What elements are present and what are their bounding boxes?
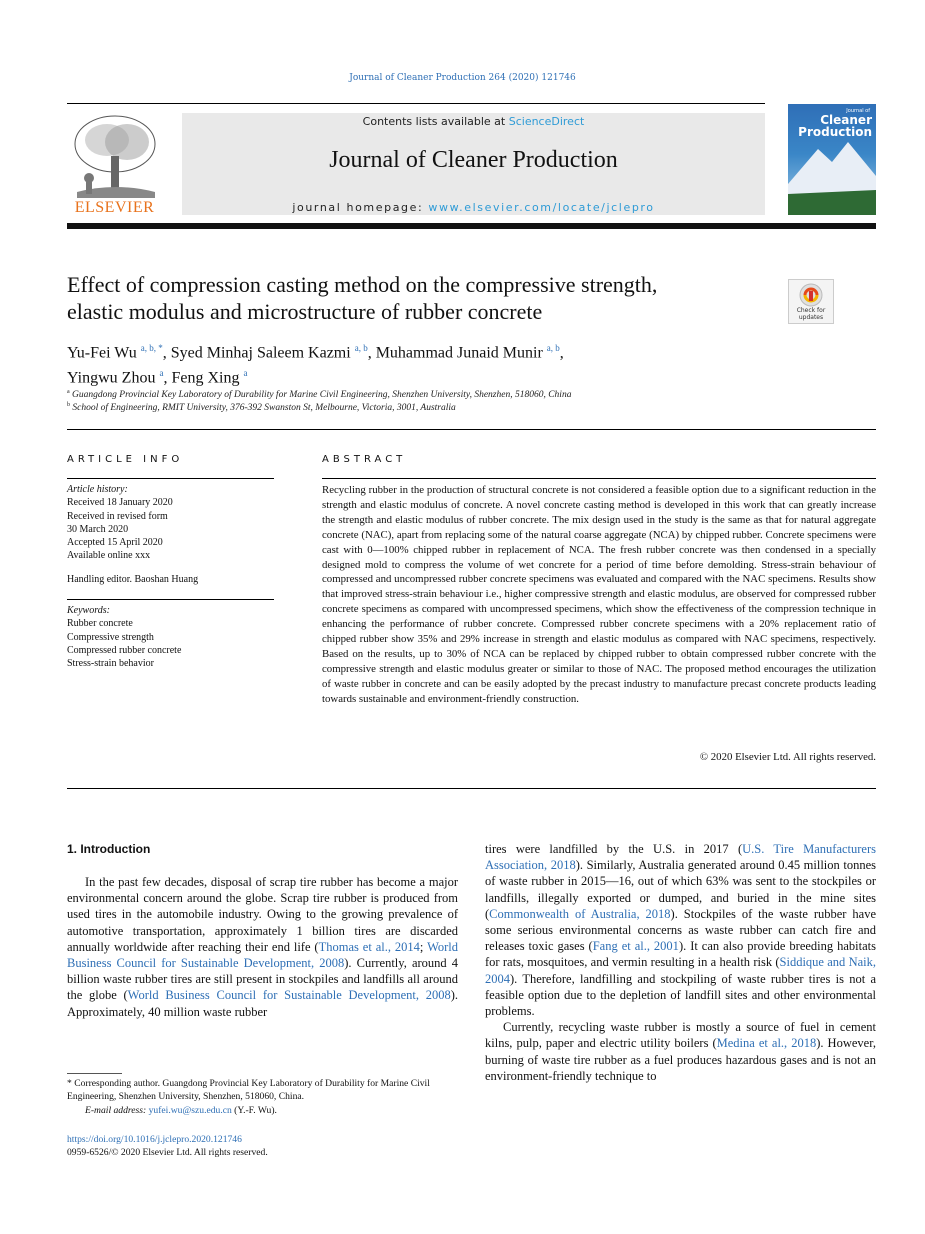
crossmark-label-line1: Check for — [796, 307, 826, 314]
paragraph-text: ). It can also provide breeding habitats for rats, mosquitoes, and vermin resulting in a health risk ( — [485, 939, 876, 970]
affiliation-mark: a — [67, 389, 70, 395]
handling-editor: Handling editor. Baoshan Huang — [67, 574, 199, 585]
affiliation-a — [67, 389, 571, 400]
doi-link[interactable]: https://doi.org/10.1016/j.jclepro.2020.121746 — [67, 1134, 242, 1145]
citation-link[interactable]: Medina et al., 2018 — [716, 1036, 817, 1051]
paper-title-line2: elastic modulus and microstructure of rubber concrete — [67, 299, 543, 324]
contents-prefix: Contents lists available at — [362, 115, 509, 128]
paragraph-text: ). However, burning of waste tire rubber as a fuel produces hazardous gases and is not an environment-friendly technique to — [485, 1036, 876, 1083]
paragraph-text: In the past few decades, disposal of scrap tire rubber has become a major environmental concern around the globe. Scrap tire rubber is produced from used tires in the automobile industry. Owing to the growing prevalence of automotive transportation, approximately 1 billion tires are discarded annually worldwide after reaching their end life ( — [67, 875, 458, 954]
history-item: Received in revised form — [67, 510, 168, 522]
paragraph-text: ). Approximately, 40 million waste rubber — [67, 988, 458, 1019]
affiliation-mark: b — [67, 402, 70, 408]
footnote-rule — [67, 1073, 122, 1074]
sciencedirect-link[interactable]: ScienceDirect — [508, 115, 585, 128]
cover-title-line1: Cleaner — [820, 113, 872, 127]
homepage-prefix: journal homepage: — [292, 201, 429, 214]
author-name[interactable]: Feng Xing — [171, 369, 240, 387]
corresponding-author-footnote — [67, 1077, 458, 1117]
keyword-item: Rubber concrete — [67, 618, 133, 630]
affiliation-b — [67, 402, 456, 413]
article-history-label: Article history: — [67, 484, 128, 495]
intro-left-column — [67, 874, 458, 1020]
affiliation-text: School of Engineering, RMIT University, 376-392 Swanston St, Melbourne, Victoria, 3001, Australia — [72, 403, 456, 414]
author-affiliation-mark[interactable]: a, b, * — [140, 343, 163, 353]
divider-rule — [67, 429, 876, 430]
header-thick-rule — [67, 223, 876, 229]
paragraph-text: Currently, recycling waste rubber is mostly a source of fuel in cement kilns, pulp, paper and electric utility boilers ( — [485, 1020, 876, 1051]
citation-link[interactable]: Fang et al., 2001 — [592, 939, 679, 954]
paragraph-text: ). Stockpiles of the waste rubber have some serious environmental concerns as waste rubber can catch fire and releases toxic gases ( — [485, 906, 876, 954]
intro-right-column — [485, 841, 876, 1084]
issn-line: 0959-6526/© 2020 Elsevier Ltd. All rights reserved. — [67, 1147, 268, 1159]
citation-link[interactable]: World Business Council for Sustainable Development, 2008 — [67, 939, 459, 971]
check-for-updates-button[interactable] — [788, 279, 834, 324]
paper-title — [67, 271, 767, 325]
abstract-text: Recycling rubber in the production of structural concrete is not considered a feasible option due to a significant reduction in the strength and elastic modulus of concrete. A novel concrete casting method is developed in this work that can greatly increase the strength and elastic modulus of rubber concrete. The mix design used in the study is the same as that for natural aggregate concrete (NAC), apart from replacing some of the natural coarse aggregate (NCA) by chipped rubber. Concrete specimens were cast with 0—100% chipped rubber in replacement of NCA. The fresh rubber concrete was then condensed in a specially designed mold to compress the volume of wet concrete for a period of time before demolding. Stress-strain behaviour of compressed and uncompressed rubber concrete specimens was evaluated and compared with the NAC specimens. Results show that improved stress-strain behaviour i.e., higher compressive strength and elastic modulus, are observed for compressed rubber concrete specimens as compared with uncompressed specimens, which show the effectiveness of the compression technique in enhancing the performance of rubber concrete. Compressed rubber concrete specimens with a 20% replacement ratio of chipped rubber show 35% and 29% increase in strength and elastic modulus as compared with NAC specimens, respectively. Based on the results, up to 30% of NCA can be replaced by chipped rubber to obtain compressed rubber concrete with the compressive strength and elastic modulus greater or similar to those of NAC. The proposed method encourages the utilization of waste rubber in concrete and can be easily adopted by the precast industry to manufacture precast concrete products leading towards sustainable and environment-friendly construction. — [322, 484, 876, 705]
author-affiliation-mark[interactable]: a, b — [546, 343, 560, 353]
history-item: Accepted 15 April 2020 — [67, 537, 163, 549]
journal-title: Journal of Cleaner Production — [329, 147, 618, 173]
author-name[interactable]: Syed Minhaj Saleem Kazmi — [170, 344, 351, 362]
history-item: 30 March 2020 — [67, 523, 129, 535]
author-affiliation-mark[interactable]: a — [159, 368, 164, 379]
keywords-block — [67, 604, 274, 670]
crossmark-label — [789, 307, 833, 321]
intro-paragraph-1 — [67, 874, 458, 1020]
section-divider — [67, 788, 876, 789]
email-suffix: (Y.-F. Wu). — [231, 1104, 277, 1116]
citation-link[interactable]: Thomas et al., 2014 — [318, 939, 420, 954]
article-history — [67, 483, 274, 563]
elsevier-wordmark: ELSEVIER — [74, 199, 155, 216]
crossmark-label-line2: updates — [798, 314, 824, 321]
journal-homepage — [182, 201, 765, 214]
email-link[interactable]: yufei.wu@szu.edu.cn — [148, 1104, 232, 1116]
email-label: E-mail address: — [85, 1104, 149, 1116]
paragraph-text: ). Similarly, Australia generated around 0.45 million tonnes of waste rubber in 2015—16, out of which 63% was sent to the stockpiles or landfills, illegally exported or dumped, and buried in the mine sites ( — [485, 858, 876, 921]
introduction-heading: 1. Introduction — [67, 842, 151, 856]
doi-block — [67, 1133, 268, 1160]
keyword-item: Compressive strength — [67, 631, 154, 643]
paragraph-text: ; — [419, 939, 428, 954]
intro-paragraph-2 — [485, 841, 876, 1019]
corresponding-author-text: * Corresponding author. Guangdong Provincial Key Laboratory of Durability for Marine Civil Engineering, Shenzhen University, Shenzhen, 518060, China. — [67, 1078, 430, 1103]
article-info-heading: ARTICLE INFO — [67, 454, 184, 465]
author-affiliation-mark[interactable]: a, b — [354, 343, 368, 353]
paper-title-line1: Effect of compression casting method on the compressive strength, — [67, 272, 658, 297]
author-name[interactable]: Yu-Fei Wu — [67, 344, 137, 362]
abstract-heading: ABSTRACT — [322, 454, 407, 465]
citation-link[interactable]: World Business Council for Sustainable Development, 2008 — [127, 988, 451, 1003]
keywords-rule — [67, 599, 274, 600]
cover-title-line2: Production — [798, 125, 872, 139]
author-name[interactable]: Yingwu Zhou — [67, 369, 156, 387]
author-affiliation-mark[interactable]: a — [243, 368, 248, 379]
paragraph-text: ). Therefore, landfilling and stockpiling of waste rubber tires is not a feasible option due to the depletion of landfill sites and other environmental problems. — [485, 971, 876, 1019]
cover-small-text: Journal of — [846, 108, 870, 114]
contents-line — [182, 115, 765, 128]
intro-paragraph-3 — [485, 1019, 876, 1084]
citation-link[interactable]: Commonwealth of Australia, 2018 — [489, 906, 671, 921]
abstract-copyright: © 2020 Elsevier Ltd. All rights reserved. — [699, 751, 876, 763]
history-item: Received 18 January 2020 — [67, 497, 173, 509]
affiliation-text: Guangdong Provincial Key Laboratory of Durability for Marine Civil Engineering, Shenzhen University, Shenzhen, 518060, China — [72, 390, 572, 401]
top-rule — [67, 103, 765, 104]
keyword-item: Stress-strain behavior — [67, 658, 154, 670]
article-info-rule — [67, 478, 274, 479]
homepage-link[interactable]: www.elsevier.com/locate/jclepro — [428, 201, 655, 214]
crossmark-icon — [799, 283, 823, 307]
keywords-label: Keywords: — [67, 605, 110, 616]
citation-link[interactable]: Siddique and Naik, 2004 — [485, 955, 877, 986]
citation-link[interactable]: U.S. Tire Manufacturers Association, 2018 — [485, 842, 877, 873]
history-item: Available online xxx — [67, 550, 151, 562]
keyword-item: Compressed rubber concrete — [67, 644, 182, 656]
journal-cover-image[interactable] — [788, 104, 876, 215]
paragraph-text: tires were landfilled by the U.S. in 2017 ( — [485, 842, 743, 856]
abstract-rule — [322, 478, 876, 479]
journal-reference[interactable]: Journal of Cleaner Production 264 (2020) 121746 — [349, 73, 576, 83]
author-name[interactable]: Muhammad Junaid Munir — [375, 344, 543, 362]
cover-title — [792, 114, 872, 138]
author-list: Yu-Fei Wu $^{a, b, *}$, Syed Minhaj Saleem Kazmi $^{a, b}$, Muhammad Junaid Munir $^{a, b}$, Yingwu Zhou $^a$, Feng Xing $^a$ — [67, 343, 564, 387]
paragraph-text: ). Currently, around 4 billion waste rubber tires are still present in stockpiles and landfills all around the globe ( — [67, 956, 459, 1003]
